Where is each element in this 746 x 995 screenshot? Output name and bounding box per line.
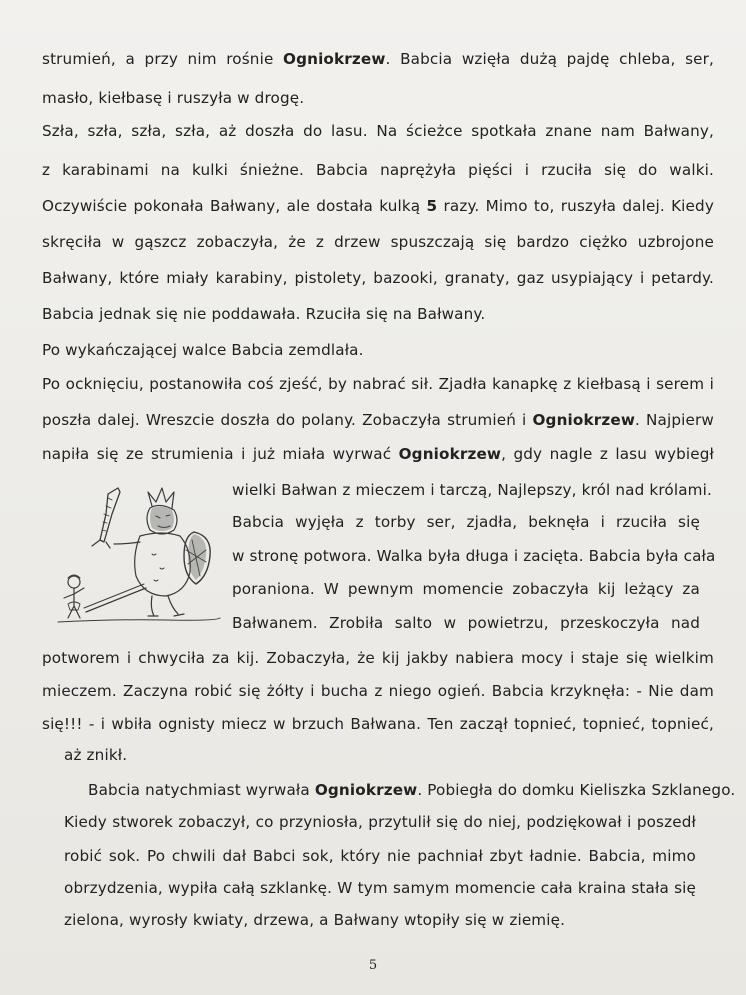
text-line: wielki Bałwan z mieczem i tarczą, Najlepszy, król nad królami. [232, 481, 712, 499]
illustration-snowman-battle [56, 484, 222, 630]
text-line: skręciła w gąszcz zobaczyła, że z drzew spuszczają się bardzo ciężko uzbrojone [42, 233, 714, 251]
text-line: Babcia jednak się nie poddawała. Rzuciła się na Bałwany. [42, 305, 486, 323]
text-line: z karabinami na kulki śnieżne. Babcia naprężyła pięści i rzuciła się do walki. [42, 161, 714, 179]
text-line: potworem i chwyciła za kij. Zobaczyła, że kij jakby nabiera mocy i staje się wielkim [42, 649, 714, 667]
text-line: poraniona. W pewnym momencie zobaczyła kij leżący za [232, 580, 700, 598]
text-line: robić sok. Po chwili dał Babci sok, który nie pachniał zbyt ładnie. Babcia, mimo [64, 847, 696, 865]
text-line: obrzydzenia, wypiła całą szklankę. W tym samym momencie cała kraina stała się [64, 879, 696, 897]
text-line: Babcia natychmiast wyrwała Ogniokrzew. Pobiegła do domku Kieliszka Szklanego. [88, 781, 736, 799]
text-line: Oczywiście pokonała Bałwany, ale dostała kulką 5 razy. Mimo to, ruszyła dalej. Kiedy [42, 197, 714, 215]
text-line: Bałwany, które miały karabiny, pistolety, bazooki, granaty, gaz usypiający i petardy. [42, 269, 714, 287]
text-line: masło, kiełbasę i ruszyła w drogę. [42, 89, 305, 107]
text-line: aż znikł. [64, 746, 128, 764]
text-line: Kiedy stworek zobaczył, co przyniosła, przytulił się do niej, podziękował i poszedł [64, 813, 696, 831]
page-number: 5 [368, 958, 378, 973]
text-line: Po wykańczającej walce Babcia zemdlała. [42, 341, 364, 359]
text-line: poszła dalej. Wreszcie doszła do polany. Zobaczyła strumień i Ogniokrzew. Najpierw [42, 411, 714, 429]
text-line: mieczem. Zaczyna robić się żółty i bucha z niego ogień. Babcia krzyknęła: - Nie dam [42, 682, 714, 700]
text-line: zielona, wyrosły kwiaty, drzewa, a Bałwany wtopiły się w ziemię. [64, 911, 566, 929]
text-line: Babcia wyjęła z torby ser, zjadła, beknęła i rzuciła się [232, 513, 700, 531]
text-line: Bałwanem. Zrobiła salto w powietrzu, przeskoczyła nad [232, 614, 700, 632]
text-line: napiła się ze strumienia i już miała wyrwać Ogniokrzew, gdy nagle z lasu wybiegł [42, 445, 714, 463]
text-line: się!!! - i wbiła ognisty miecz w brzuch Bałwana. Ten zaczął topnieć, topnieć, topnieć, [42, 715, 714, 733]
text-line: w stronę potwora. Walka była długa i zacięta. Babcia była cała [232, 547, 716, 565]
text-line: Szła, szła, szła, szła, aż doszła do lasu. Na ścieżce spotkała znane nam Bałwany, [42, 122, 714, 140]
text-line: strumień, a przy nim rośnie Ogniokrzew. Babcia wzięła dużą pajdę chleba, ser, [42, 50, 714, 68]
text-line: Po ocknięciu, postanowiła coś zjeść, by nabrać sił. Zjadła kanapkę z kiełbasą i serem i [42, 375, 714, 393]
